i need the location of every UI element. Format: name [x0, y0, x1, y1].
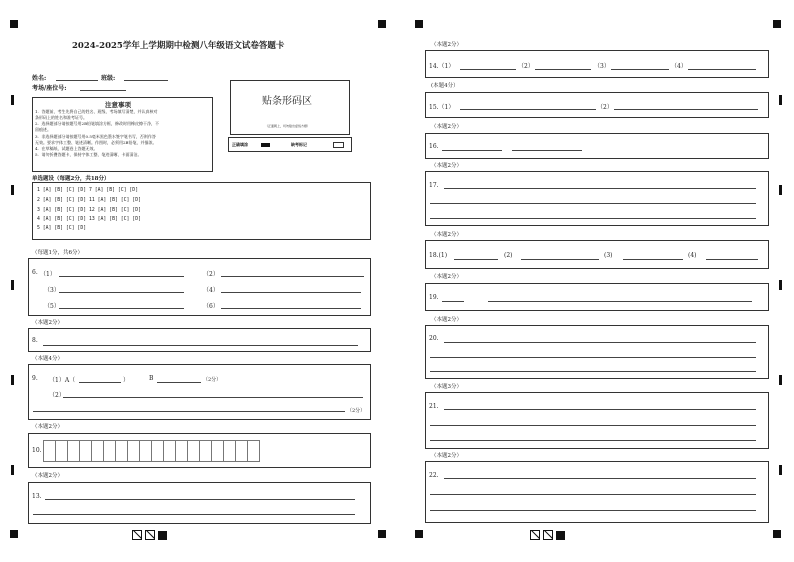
q10-number: 10.	[32, 447, 42, 454]
q15-box	[425, 92, 769, 118]
side-tick	[11, 185, 14, 195]
q14-part-label: （4）	[671, 63, 687, 70]
q8-box	[28, 328, 371, 352]
marker-box-icon	[132, 530, 142, 540]
barcode-title: 贴条形码区	[262, 96, 312, 107]
corner-marker	[10, 530, 18, 538]
answer-line[interactable]	[43, 345, 358, 346]
side-tick	[779, 465, 782, 475]
side-tick	[11, 375, 14, 385]
q21-points: （本题3分）	[431, 384, 462, 390]
mc-row[interactable]: 2 [A] [B] [C] [D] 11 [A] [B] [C] [D]	[37, 198, 141, 203]
notice-item: 5．请勿折叠答题卡，保持字体工整、笔迹清晰、卡面清洁。	[35, 152, 142, 157]
q15-number: 15.（1）	[429, 104, 455, 111]
answer-line[interactable]	[221, 308, 361, 309]
answer-line[interactable]	[59, 308, 184, 309]
q13-points: （本题2分）	[32, 473, 63, 479]
marker-filled-icon	[158, 531, 167, 540]
q9-a-close: ）	[123, 377, 130, 384]
char-cell[interactable]	[247, 440, 260, 462]
answer-line[interactable]	[521, 259, 599, 260]
q18-number: 18.(1)	[429, 252, 448, 259]
answer-line[interactable]	[430, 203, 756, 204]
answer-line[interactable]	[688, 69, 756, 70]
corner-marker	[415, 530, 423, 538]
mc-box	[32, 182, 371, 240]
answer-line[interactable]	[79, 382, 121, 383]
q17-box	[425, 171, 769, 226]
mc-row[interactable]: 1 [A] [B] [C] [D] 7 [A] [B] [C] [D]	[37, 188, 139, 193]
answer-line[interactable]	[45, 499, 355, 500]
q16-number: 16.	[429, 143, 439, 150]
q6-part-label: （4）	[203, 287, 219, 294]
q6-part-label: （5）	[44, 303, 60, 310]
answer-line[interactable]	[442, 150, 502, 151]
q6-part-label: （6）	[203, 303, 219, 310]
answer-line[interactable]	[611, 69, 669, 70]
q18-part-label: (2)	[504, 252, 513, 259]
q6-part-label: （3）	[44, 287, 60, 294]
q9-2-score: （2分）	[347, 408, 366, 414]
q22-number: 22.	[429, 472, 439, 479]
answer-line[interactable]	[460, 109, 596, 110]
answer-line[interactable]	[63, 397, 363, 398]
fill-example-box	[228, 137, 352, 152]
answer-line[interactable]	[444, 342, 756, 343]
q17-number: 17.	[429, 182, 439, 189]
mc-row[interactable]: 5 [A] [B] [C] [D]	[37, 226, 87, 231]
side-tick	[779, 280, 782, 290]
side-tick	[11, 280, 14, 290]
q19-points: （本题2分）	[431, 274, 462, 280]
q20-box	[425, 325, 769, 379]
answer-line[interactable]	[221, 276, 364, 277]
absent-checkbox[interactable]	[333, 142, 344, 148]
answer-line[interactable]	[444, 188, 756, 189]
side-tick	[779, 375, 782, 385]
filled-mark-icon	[261, 143, 270, 147]
q9-b-score: （2分）	[203, 377, 222, 383]
marker-filled-icon	[556, 531, 565, 540]
q9-number: 9.	[32, 375, 38, 382]
answer-line[interactable]	[454, 259, 498, 260]
answer-line[interactable]	[33, 411, 345, 412]
answer-line[interactable]	[512, 150, 582, 151]
q10-points: （本题2分）	[32, 424, 63, 430]
q17-points: （本题2分）	[431, 163, 462, 169]
page-title: 2024-2025学年上学期期中检测八年级语文试卷答题卡	[72, 41, 285, 51]
page-marker	[530, 530, 565, 540]
answer-line[interactable]	[535, 69, 591, 70]
mc-header: 单选题设（每题2分，共18分）	[32, 176, 110, 182]
side-tick	[11, 95, 14, 105]
q22-box	[425, 461, 769, 523]
q9-b-label: B	[149, 375, 154, 382]
q14-part-label: （2）	[518, 63, 534, 70]
q15-part-label: （2）	[597, 104, 613, 111]
corner-marker	[773, 20, 781, 28]
q6-part-label: （2）	[203, 271, 219, 278]
q14-part-label: （3）	[594, 63, 610, 70]
corner-marker	[10, 20, 18, 28]
answer-line[interactable]	[430, 510, 756, 511]
barcode-note: （正面朝上，切勿贴出虚线方框）	[265, 124, 311, 128]
answer-line[interactable]	[157, 382, 201, 383]
q14-number: 14.（1）	[429, 63, 455, 70]
notice-item: 2．选择题部分请按题号用2B铅笔填涂方框，修改时用橡皮擦干净，不	[35, 121, 160, 126]
q6-points: （每题1分，共6分）	[32, 250, 83, 256]
class-label: 班级:	[101, 75, 116, 82]
q18-points: （本题2分）	[431, 232, 462, 238]
marker-box-icon	[543, 530, 553, 540]
q8-points: （本题2分）	[32, 320, 63, 326]
corner-marker	[773, 530, 781, 538]
answer-line[interactable]	[59, 292, 184, 293]
corner-marker	[378, 20, 386, 28]
correct-fill-label: 正确填涂	[232, 142, 248, 147]
side-tick	[779, 185, 782, 195]
q21-box	[425, 392, 769, 449]
q10-char-grid[interactable]	[44, 440, 260, 462]
notice-item: 条形码上的姓名和准考证号。	[35, 115, 87, 120]
q6-part-label: （1）	[40, 271, 56, 278]
q13-number: 13.	[32, 493, 42, 500]
notice-item: 3．非选择题部分请按题号用0.5毫米黑色墨水签字笔书写，否则作答	[35, 134, 156, 139]
q14-points: （本题2分）	[431, 42, 462, 48]
q19-number: 19.	[429, 294, 439, 301]
answer-line[interactable]	[430, 371, 756, 372]
q10-box	[28, 433, 371, 468]
side-tick	[11, 465, 14, 475]
q9-2-label: （2）	[49, 392, 65, 399]
corner-marker	[378, 530, 386, 538]
corner-marker	[415, 20, 423, 28]
mc-row[interactable]: 3 [A] [B] [C] [D] 12 [A] [B] [C] [D]	[37, 208, 141, 213]
q22-points: （本题2分）	[431, 453, 462, 459]
q9-points: （本题4分）	[32, 356, 63, 362]
answer-line[interactable]	[430, 425, 756, 426]
answer-line[interactable]	[33, 514, 355, 515]
q20-number: 20.	[429, 335, 439, 342]
q16-box	[425, 133, 769, 159]
answer-line[interactable]	[430, 494, 756, 495]
answer-line[interactable]	[430, 440, 756, 441]
q15-points: (本题4分）	[431, 83, 459, 89]
q8-number: 8.	[32, 337, 38, 344]
q18-part-label: (4)	[688, 252, 697, 259]
notice-item: 无效。要求字体工整、笔迹清晰。作图时，必须用2B铅笔，并描浓。	[35, 140, 157, 145]
q9-box	[28, 364, 371, 420]
q19-box	[425, 283, 769, 311]
absent-mark-label: 缺考标记	[291, 142, 307, 147]
q18-box	[425, 240, 769, 269]
marker-box-icon	[530, 530, 540, 540]
name-field[interactable]	[56, 80, 98, 81]
notice-box	[32, 97, 213, 172]
name-label: 姓名:	[32, 75, 47, 82]
answer-line[interactable]	[444, 478, 756, 479]
page-marker	[132, 530, 167, 540]
q14-box	[425, 50, 769, 78]
answer-line[interactable]	[614, 109, 758, 110]
answer-line[interactable]	[442, 301, 464, 302]
q21-number: 21.	[429, 403, 439, 410]
answer-line[interactable]	[488, 301, 752, 302]
answer-line[interactable]	[59, 276, 184, 277]
q13-box	[28, 482, 371, 524]
notice-title: 注意事项	[105, 101, 131, 109]
q20-points: （本题2分）	[431, 317, 462, 323]
notice-item: 1．答题前，考生先将自己的姓名、班级、考场填写清楚，并认真核对	[35, 109, 158, 114]
room-label: 考场/座位号:	[32, 85, 67, 92]
q6-box	[28, 258, 371, 316]
class-field[interactable]	[124, 80, 168, 81]
answer-line[interactable]	[623, 259, 683, 260]
answer-line[interactable]	[444, 409, 756, 410]
notice-item: 留痕迹。	[35, 127, 51, 132]
answer-line[interactable]	[460, 69, 516, 70]
answer-line[interactable]	[221, 292, 361, 293]
q16-points: （本题2分）	[431, 124, 462, 130]
q9-a-label: （1）A（	[49, 377, 76, 384]
answer-line[interactable]	[706, 259, 758, 260]
q6-number: 6.	[32, 269, 38, 276]
marker-box-icon	[145, 530, 155, 540]
answer-line[interactable]	[430, 357, 756, 358]
answer-line[interactable]	[430, 218, 756, 219]
mc-row[interactable]: 4 [A] [B] [C] [D] 13 [A] [B] [C] [D]	[37, 217, 141, 222]
side-tick	[779, 95, 782, 105]
q18-part-label: (3)	[604, 252, 613, 259]
room-field[interactable]	[80, 90, 126, 91]
barcode-area	[230, 80, 350, 135]
notice-item: 4．在草稿纸、试题卷上答题无效。	[35, 146, 98, 151]
